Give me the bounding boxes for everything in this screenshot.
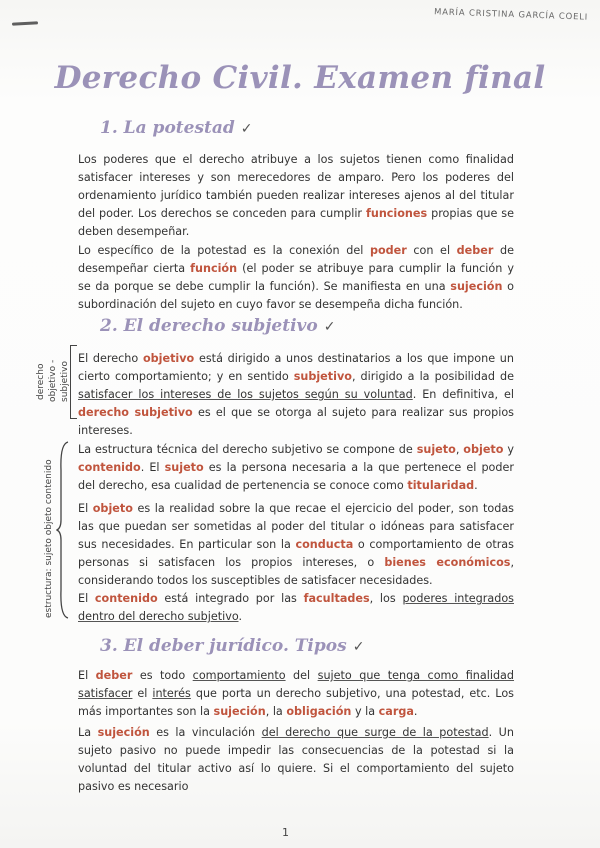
text-run: . El	[140, 461, 165, 474]
paragraph	[78, 151, 514, 241]
text-run: y	[503, 443, 514, 456]
text-run: ,	[455, 443, 464, 456]
text-run: El	[78, 669, 96, 682]
underlined-text: interés	[152, 687, 191, 700]
underlined-text: dentro del derecho subjetivo	[78, 610, 239, 623]
section-title: 3. El deber jurídico. Tipos	[100, 636, 347, 656]
text-run: La	[78, 726, 98, 739]
text-run: es la persona necesaria a la que pertenece el poder del derecho, esa cualidad de pertenencia se conoce como	[78, 461, 514, 492]
text-run: y la	[351, 705, 379, 718]
highlighted-term: bienes económicos	[384, 556, 511, 569]
highlighted-term: sujeción	[450, 280, 503, 293]
margin-bracket	[70, 345, 77, 419]
text-run: con el	[406, 244, 457, 257]
paragraph	[78, 590, 514, 626]
margin-note-estructura: estructura: sujeto objeto contenido	[44, 459, 54, 618]
text-run: de desempeñar cierta	[78, 244, 514, 275]
text-run: .	[474, 479, 478, 492]
paragraph	[78, 724, 514, 796]
highlighted-term: obligación	[286, 705, 352, 718]
text-run: es el que se otorga al sujeto para realizar sus propios intereses.	[78, 406, 514, 437]
highlighted-term: sujeto	[164, 461, 204, 474]
text-run: propias que se deben desempeñar.	[78, 207, 514, 238]
text-run: .	[238, 610, 243, 623]
text-run: el	[132, 687, 153, 700]
highlighted-term: contenido	[94, 592, 158, 605]
text-run: , considerando todos los susceptibles de satisfacer necesidades.	[78, 556, 514, 587]
text-run: El	[78, 502, 93, 515]
underlined-text: comportamiento	[192, 669, 286, 682]
highlighted-term: derecho subjetivo	[78, 406, 193, 419]
highlighted-term: funciones	[365, 207, 428, 220]
highlighted-term: objetivo	[142, 352, 195, 365]
text-run: es la realidad sobre la que recae el ejercicio del poder, son todas las que puedan ser sometidas al poder del titular o idóneas para satisfacer sus necesidades. En particular son la	[78, 502, 514, 551]
text-run: o subordinación del sujeto en cuyo favor se desempeña dicha función.	[78, 280, 514, 311]
highlighted-term: conducta	[295, 538, 354, 551]
paragraph	[78, 667, 514, 721]
page-number: 1	[282, 826, 289, 839]
underlined-text: sujeto que tenga como finalidad satisfacer	[78, 669, 515, 700]
author-name: MARÍA CRISTINA GARCÍA COELI	[433, 7, 589, 23]
text-run: .	[413, 705, 418, 718]
highlighted-term: deber	[95, 669, 133, 682]
highlighted-term: carga	[378, 705, 414, 718]
margin-brace	[56, 440, 70, 620]
paragraph	[78, 350, 514, 440]
text-run: (el poder se atribuye para cumplir la función y se da porque se debe cumplir la función). Se manifiesta en una	[78, 262, 514, 293]
text-run: El	[78, 592, 95, 605]
highlighted-term: contenido	[78, 461, 141, 474]
text-run: Lo específico de la potestad es la conexión del	[78, 244, 370, 257]
underlined-text: poderes integrados	[402, 592, 514, 605]
text-run: o comportamiento de otras personas si satisfacen los propios intereses, o	[78, 538, 514, 569]
paragraph	[78, 500, 514, 590]
text-run: , los	[369, 592, 403, 605]
highlighted-term: poder	[369, 244, 407, 257]
check-mark-icon: ✓	[240, 121, 253, 137]
text-run: Los poderes que el derecho atribuye a los sujetos tienen como finalidad satisfacer intereses y son merecedores de amparo. Pero los poderes del ordenamiento jurídico también pueden realizar intereses ajenos al del titular del poder. Los derechos se conceden para cumplir	[78, 153, 514, 220]
text-run: La estructura técnica del derecho subjetivo se compone de	[78, 443, 417, 456]
section-heading-derecho-subjetivo	[100, 316, 336, 336]
text-run: está dirigido a unos destinatarios a los que impone un cierto comportamiento; y en sentido	[78, 352, 514, 383]
highlighted-term: subjetivo	[293, 370, 352, 383]
highlighted-term: objeto	[463, 443, 504, 456]
highlighted-term: titularidad	[407, 479, 475, 492]
margin-note-subjetivo: subjetivo	[60, 360, 70, 402]
highlighted-term: facultades	[303, 592, 370, 605]
section-title: 1. La potestad	[100, 118, 235, 138]
check-mark-icon: ✓	[352, 639, 365, 655]
check-mark-icon: ✓	[323, 319, 336, 335]
text-run: El derecho	[78, 352, 143, 365]
section-heading-deber-juridico	[100, 636, 364, 656]
paragraph	[78, 441, 514, 495]
text-run: es la vinculación	[149, 726, 262, 739]
text-run: que porta un derecho subjetivo, una potestad, etc. Los más importantes son la	[78, 687, 514, 718]
text-run: , la	[265, 705, 287, 718]
highlighted-term: sujeción	[97, 726, 150, 739]
text-run: está integrado por las	[157, 592, 304, 605]
underlined-text: satisfacer los intereses de los sujetos según su voluntad	[78, 388, 413, 401]
highlighted-term: deber	[456, 244, 494, 257]
text-run: . En definitiva, el	[412, 388, 514, 401]
highlighted-term: función	[190, 262, 238, 275]
text-run: es todo	[132, 669, 193, 682]
section-heading-potestad	[100, 118, 253, 138]
margin-note-derecho: derecho	[36, 363, 46, 400]
document-title: Derecho Civil. Examen final	[54, 60, 546, 96]
margin-note-objetivo: objetivo -	[48, 359, 58, 402]
text-run: , dirigido a la posibilidad de	[351, 370, 514, 383]
text-run: . Un sujeto pasivo no puede impedir las consecuencias de la potestad si la voluntad del titular activo así lo quiere. Si el comportamiento del sujeto pasivo es necesario	[78, 726, 514, 793]
text-run: del	[285, 669, 318, 682]
highlighted-term: objeto	[92, 502, 133, 515]
paragraph	[78, 242, 514, 314]
highlighted-term: sujeto	[416, 443, 456, 456]
section-title: 2. El derecho subjetivo	[100, 316, 318, 336]
underlined-text: del derecho que surge de la potestad	[261, 726, 489, 739]
highlighted-term: sujeción	[213, 705, 266, 718]
